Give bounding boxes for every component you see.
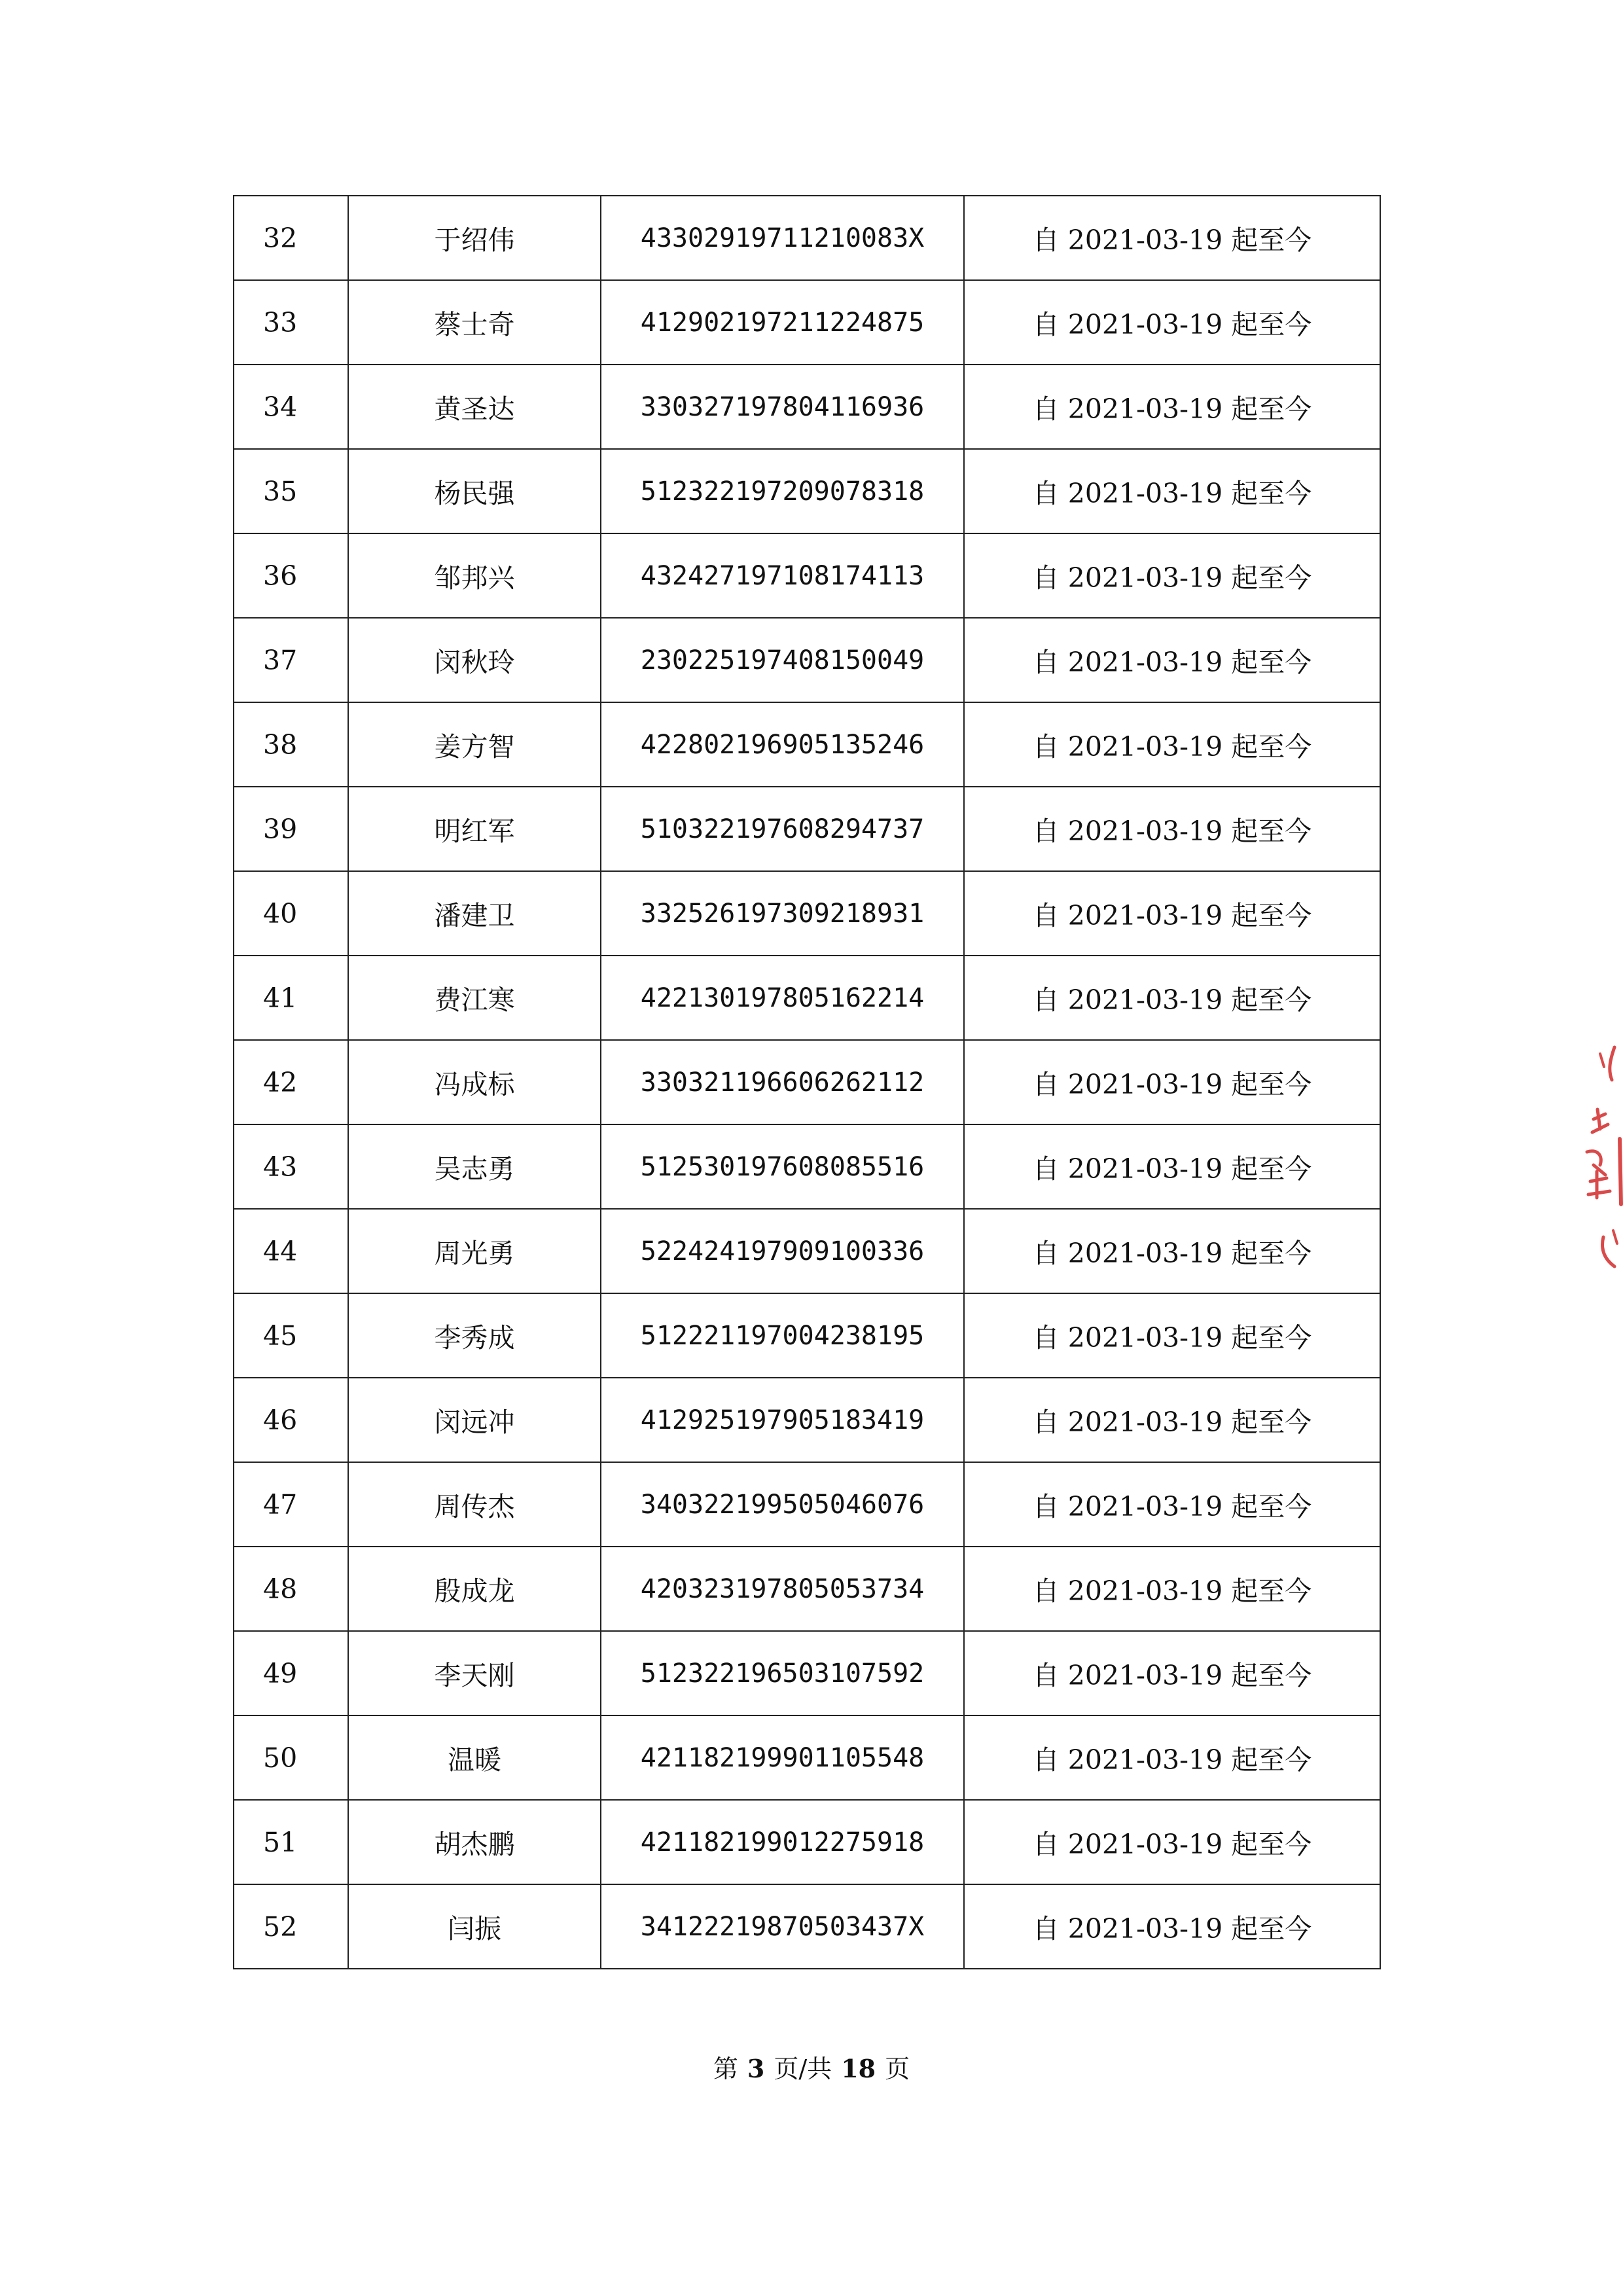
person-name: 明红军 [348,787,601,871]
table-row [234,1293,1380,1378]
person-name: 李天刚 [348,1631,601,1715]
table-row [234,1462,1380,1547]
id-number: 512322197209078318 [601,449,964,533]
id-number: 412925197905183419 [601,1378,964,1462]
seal-stamp-icon [1574,1041,1623,1276]
table-row [234,787,1380,871]
id-number: 34122219870503437X [601,1884,964,1969]
period-text: 自 2021-03-19 起至今 [964,956,1380,1040]
period-text: 自 2021-03-19 起至今 [964,1040,1380,1124]
id-number: 340322199505046076 [601,1462,964,1547]
table-row [234,280,1380,365]
person-name: 黄圣达 [348,365,601,449]
person-name: 殷成龙 [348,1547,601,1631]
total-page-count: 18 [841,2054,876,2083]
row-number: 44 [234,1209,348,1293]
table-row [234,1631,1380,1715]
id-number: 422130197805162214 [601,956,964,1040]
row-number: 32 [234,196,348,280]
period-text: 自 2021-03-19 起至今 [964,1209,1380,1293]
row-number: 40 [234,871,348,956]
table-row [234,1378,1380,1462]
row-number: 52 [234,1884,348,1969]
person-name: 周光勇 [348,1209,601,1293]
id-number: 43302919711210083X [601,196,964,280]
table-row [234,449,1380,533]
person-name: 邹邦兴 [348,533,601,618]
footer-prefix: 第 [713,2054,738,2083]
row-number: 48 [234,1547,348,1631]
table-row [234,956,1380,1040]
period-text: 自 2021-03-19 起至今 [964,1547,1380,1631]
table-row [234,1547,1380,1631]
row-number: 49 [234,1631,348,1715]
roster-table [233,195,1381,1969]
id-number: 330327197804116936 [601,365,964,449]
period-text: 自 2021-03-19 起至今 [964,1715,1380,1800]
period-text: 自 2021-03-19 起至今 [964,1631,1380,1715]
period-text: 自 2021-03-19 起至今 [964,1293,1380,1378]
person-name: 周传杰 [348,1462,601,1547]
current-page-number: 3 [747,2054,765,2083]
id-number: 420323197805053734 [601,1547,964,1631]
table-row [234,1040,1380,1124]
person-name: 姜方智 [348,702,601,787]
id-number: 421182199012275918 [601,1800,964,1884]
table-row [234,1209,1380,1293]
period-text: 自 2021-03-19 起至今 [964,1378,1380,1462]
seal-stamp-fragment [1574,1041,1623,1276]
row-number: 41 [234,956,348,1040]
id-number: 421182199901105548 [601,1715,964,1800]
id-number: 332526197309218931 [601,871,964,956]
row-number: 42 [234,1040,348,1124]
row-number: 34 [234,365,348,449]
table-row [234,618,1380,702]
id-number: 512221197004238195 [601,1293,964,1378]
footer-suffix: 页 [885,2054,910,2083]
person-name: 闫振 [348,1884,601,1969]
period-text: 自 2021-03-19 起至今 [964,618,1380,702]
row-number: 46 [234,1378,348,1462]
id-number: 522424197909100336 [601,1209,964,1293]
person-name: 于绍伟 [348,196,601,280]
table-row [234,702,1380,787]
period-text: 自 2021-03-19 起至今 [964,280,1380,365]
id-number: 330321196606262112 [601,1040,964,1124]
person-name: 蔡士奇 [348,280,601,365]
row-number: 37 [234,618,348,702]
id-number: 412902197211224875 [601,280,964,365]
id-number: 512530197608085516 [601,1124,964,1209]
table-row [234,1800,1380,1884]
row-number: 43 [234,1124,348,1209]
period-text: 自 2021-03-19 起至今 [964,787,1380,871]
row-number: 33 [234,280,348,365]
period-text: 自 2021-03-19 起至今 [964,196,1380,280]
footer-middle: 页/共 [774,2054,832,2083]
page-number-footer [0,2049,1623,2085]
row-number: 50 [234,1715,348,1800]
period-text: 自 2021-03-19 起至今 [964,1462,1380,1547]
person-name: 吴志勇 [348,1124,601,1209]
period-text: 自 2021-03-19 起至今 [964,702,1380,787]
person-name: 温暖 [348,1715,601,1800]
table-row [234,1884,1380,1969]
table-row [234,1124,1380,1209]
period-text: 自 2021-03-19 起至今 [964,1884,1380,1969]
table-row [234,1715,1380,1800]
id-number: 230225197408150049 [601,618,964,702]
table-row [234,365,1380,449]
id-number: 512322196503107592 [601,1631,964,1715]
id-number: 432427197108174113 [601,533,964,618]
table-row [234,871,1380,956]
table-row [234,196,1380,280]
period-text: 自 2021-03-19 起至今 [964,533,1380,618]
table-row [234,533,1380,618]
row-number: 38 [234,702,348,787]
person-name: 闵秋玲 [348,618,601,702]
row-number: 36 [234,533,348,618]
person-name: 闵远冲 [348,1378,601,1462]
person-name: 胡杰鹏 [348,1800,601,1884]
period-text: 自 2021-03-19 起至今 [964,1124,1380,1209]
row-number: 51 [234,1800,348,1884]
row-number: 45 [234,1293,348,1378]
person-name: 冯成标 [348,1040,601,1124]
row-number: 35 [234,449,348,533]
row-number: 47 [234,1462,348,1547]
row-number: 39 [234,787,348,871]
person-name: 潘建卫 [348,871,601,956]
period-text: 自 2021-03-19 起至今 [964,871,1380,956]
id-number: 510322197608294737 [601,787,964,871]
person-name: 费江寒 [348,956,601,1040]
id-number: 422802196905135246 [601,702,964,787]
period-text: 自 2021-03-19 起至今 [964,1800,1380,1884]
period-text: 自 2021-03-19 起至今 [964,365,1380,449]
period-text: 自 2021-03-19 起至今 [964,449,1380,533]
person-name: 杨民强 [348,449,601,533]
person-name: 李秀成 [348,1293,601,1378]
roster-table-body [234,196,1380,1969]
